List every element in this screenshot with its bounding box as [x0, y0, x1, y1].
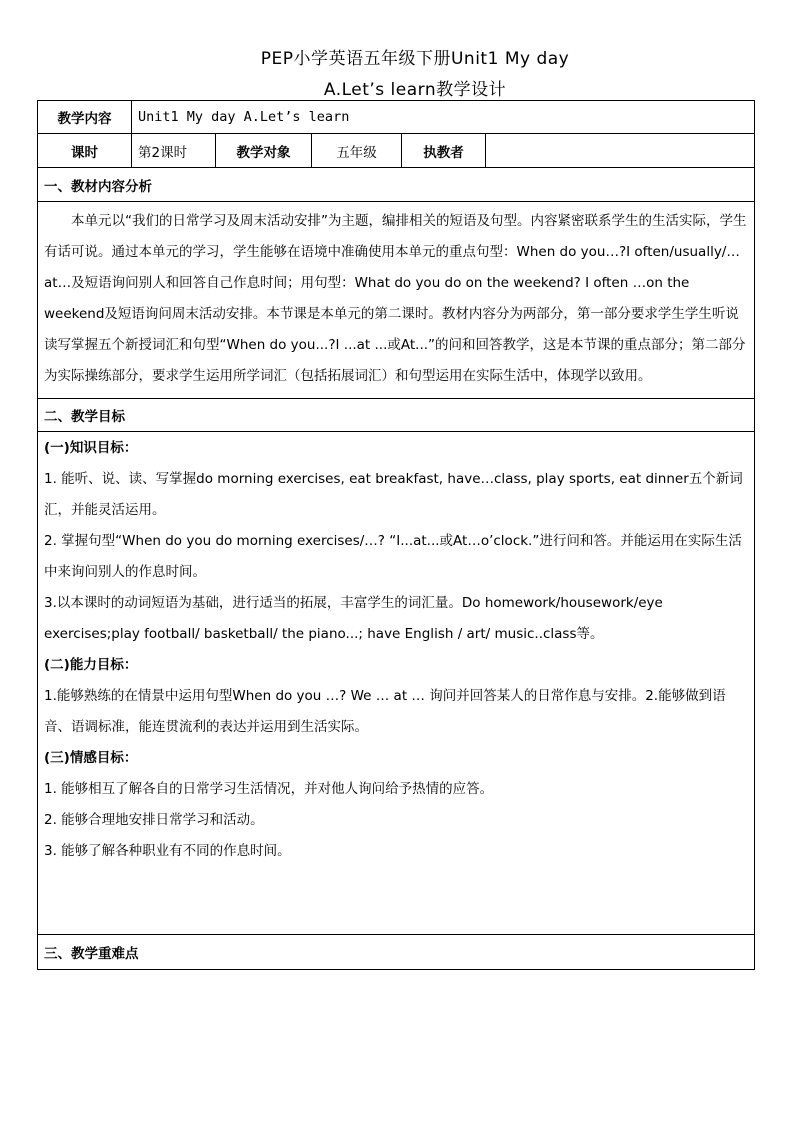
teacher-value [486, 134, 755, 168]
target-label: 教学对象 [216, 134, 312, 168]
knowledge-goal-item: 2. 掌握句型“When do you do morning exercises/…? “I...at...或At…o’clock.”进行问和答。并能运用在实际生活中来询问别人的作息时间。 [44, 533, 742, 580]
emotion-goal-heading: (三)情感目标： [44, 750, 138, 766]
section1-heading: 一、教材内容分析 [38, 168, 755, 202]
ability-goal-item: 1.能够熟练的在情景中运用句型When do you …? We … at … 询问并回答某人的日常作息与安排。2.能够做到语音、语调标准，能连贯流利的表达并运用到生活实际。 [44, 688, 726, 735]
document-title-line2: A.Let’s learn教学设计 [323, 80, 507, 100]
target-value: 五年级 [312, 134, 402, 168]
emotion-goal-item: 1. 能够相互了解各自的日常学习生活情况，并对他人询问给予热情的应答。 [44, 781, 494, 797]
teacher-label: 执教者 [402, 134, 486, 168]
emotion-goal-item: 3. 能够了解各种职业有不同的作息时间。 [44, 843, 291, 859]
period-label: 课时 [38, 134, 132, 168]
section1-body: 本单元以“我们的日常学习及周末活动安排”为主题，编排相关的短语及句型。内容紧密联系学生的生活实际，学生有话可说。通过本单元的学习，学生能够在语境中准确使用本单元的重点句型：When do you…?I often/usually/…at…及短语询问别人和回答自己作息时间；用句型：What do you do on the weekend? I often …on the weekend及短语询问周末活动安排。本节课是本单元的第二课时。教材内容分为两部分，第一部分要求学生学生听说读写掌握五个新授词汇和句型“When do you...?I ...at ...或At...”的问和回答教学，这是本节课的重点部分；第二部分为实际操练部分，要求学生运用所学词汇（包括拓展词汇）和句型运用在实际生活中，体现学以致用。 [44, 213, 747, 384]
section3-heading: 三、教学重难点 [38, 935, 755, 970]
knowledge-goal-item: 1. 能听、说、读、写掌握do morning exercises, eat breakfast, have…class, play sports, eat dinner五个新词汇，并能灵活运用。 [44, 471, 743, 518]
period-value: 第2课时 [132, 134, 216, 168]
lesson-plan-table [37, 100, 755, 970]
knowledge-goal-item: 3.以本课时的动词短语为基础，进行适当的拓展，丰富学生的词汇量。Do homework/housework/eye exercises;play football/ basketball/ the piano...; have English / art/ music..class等。 [44, 595, 663, 642]
emotion-goal-item: 2. 能够合理地安排日常学习和活动。 [44, 812, 264, 828]
knowledge-goal-heading: (一)知识目标： [44, 440, 138, 456]
content-value: Unit1 My day A.Let’s learn [132, 101, 755, 134]
section2-heading: 二、教学目标 [38, 399, 755, 432]
content-label: 教学内容 [38, 101, 132, 134]
document-title-line1: PEP小学英语五年级下册Unit1 My day [260, 49, 570, 69]
ability-goal-heading: (二)能力目标： [44, 657, 138, 673]
